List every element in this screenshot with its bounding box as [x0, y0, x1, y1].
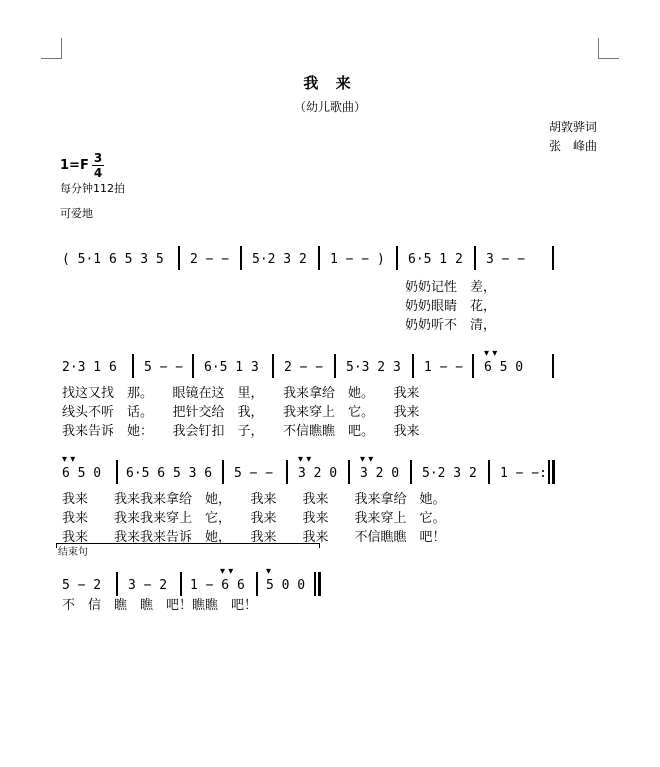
song-title: 我 来 [303, 74, 357, 92]
barline [180, 572, 182, 596]
measure-1-1: ( 5·1 6 5 3 5 [62, 252, 164, 267]
accent-mark: ▾ ▾ [484, 348, 498, 359]
measure-2-4: 2 − − [284, 360, 324, 375]
lyric-2-verse-1: 找这又找 那。 眼镜在这 里， 我来拿给 她。 我来 [62, 386, 420, 401]
barline [240, 246, 242, 270]
page-corner-mark-top-left [41, 38, 62, 59]
barline [396, 246, 398, 270]
barline [488, 460, 490, 484]
coda-label: 结束句 [58, 547, 88, 558]
barline [410, 460, 412, 484]
barline [116, 460, 118, 484]
page-corner-mark-top-right [598, 38, 619, 59]
accent-mark: ▾ ▾ [360, 454, 374, 465]
lyric-1-verse-3: 奶奶听不 清， [405, 318, 497, 333]
final-barline-thin [314, 572, 316, 596]
measure-3-4: 3 2 0 [298, 466, 338, 481]
barline [474, 246, 476, 270]
key-signature: 1=F [60, 158, 89, 173]
measure-3-1: 6 5 0 [62, 466, 102, 481]
barline [132, 354, 134, 378]
lyric-3-verse-2: 我来 我来我来穿上 它， 我来 我来 我来穿上 它。 [62, 511, 446, 526]
barline [222, 460, 224, 484]
measure-4-4: 5 0 0 [266, 578, 306, 593]
measure-3-3: 5 − − [234, 466, 274, 481]
accent-mark: ▾ ▾ [220, 566, 234, 577]
lyric-2-verse-2: 线头不听 话。 把针交给 我， 我来穿上 它。 我来 [62, 405, 420, 420]
barline [178, 246, 180, 270]
lyric-2-verse-3: 我来告诉 她： 我会钉扣 子， 不信瞧瞧 吧。 我来 [62, 424, 420, 439]
measure-3-6: 5·2 3 2 [422, 466, 477, 481]
measure-1-3: 5·2 3 2 [252, 252, 307, 267]
lyric-4: 不 信 瞧 瞧 吧！瞧瞧 吧！ [62, 598, 258, 613]
lyric-3-verse-3: 我来 我来我来告诉 她， 我来 我来 不信瞧瞧 吧！ [62, 530, 446, 545]
measure-3-2: 6·5 6 5 3 6 [126, 466, 213, 481]
measure-2-6: 1 − − [424, 360, 464, 375]
measure-4-3: 1 − 6 6 [190, 578, 245, 593]
measure-2-7: 6 5 0 [484, 360, 524, 375]
expression-marking: 可爱地 [60, 207, 93, 220]
measure-2-5: 5·3 2 3 [346, 360, 401, 375]
final-barline-thick [318, 572, 321, 596]
song-subtitle: （幼儿歌曲） [293, 100, 366, 114]
accent-mark: ▾ [266, 566, 272, 577]
lyricist-credit: 胡敦骅词 [549, 120, 598, 134]
barline [472, 354, 474, 378]
time-signature [92, 152, 104, 179]
measure-1-6: 3 − − [486, 252, 526, 267]
time-signature-denominator: 4 [93, 166, 103, 180]
composer-credit: 张 峰曲 [549, 139, 598, 153]
barline [286, 460, 288, 484]
measure-4-1: 5 − 2 [62, 578, 102, 593]
barline [348, 460, 350, 484]
barline [272, 354, 274, 378]
time-signature-numerator: 3 [93, 151, 103, 165]
measure-3-5: 3 2 0 [360, 466, 400, 481]
barline [256, 572, 258, 596]
lyric-3-verse-1: 我来 我来我来拿给 她， 我来 我来 我来拿给 她。 [62, 492, 446, 507]
repeat-barline-thick [552, 460, 555, 484]
coda-bracket [56, 543, 320, 548]
barline [552, 354, 554, 378]
tempo-marking: 每分钟112拍 [60, 182, 125, 195]
barline [116, 572, 118, 596]
barline [552, 246, 554, 270]
repeat-barline-thin [548, 460, 550, 484]
measure-3-7: 1 − −: [500, 466, 547, 481]
lyric-1-verse-1: 奶奶记性 差， [405, 280, 497, 295]
measure-1-4: 1 − − ) [330, 252, 385, 267]
measure-1-2: 2 − − [190, 252, 230, 267]
measure-4-2: 3 − 2 [128, 578, 168, 593]
barline [192, 354, 194, 378]
measure-1-5: 6·5 1 2 [408, 252, 463, 267]
barline [318, 246, 320, 270]
accent-mark: ▾ ▾ [62, 454, 76, 465]
measure-2-3: 6·5 1 3 [204, 360, 259, 375]
lyric-1-verse-2: 奶奶眼睛 花， [405, 299, 497, 314]
measure-2-1: 2·3 1 6 [62, 360, 117, 375]
barline [412, 354, 414, 378]
barline [334, 354, 336, 378]
accent-mark: ▾ ▾ [298, 454, 312, 465]
measure-2-2: 5 − − [144, 360, 184, 375]
